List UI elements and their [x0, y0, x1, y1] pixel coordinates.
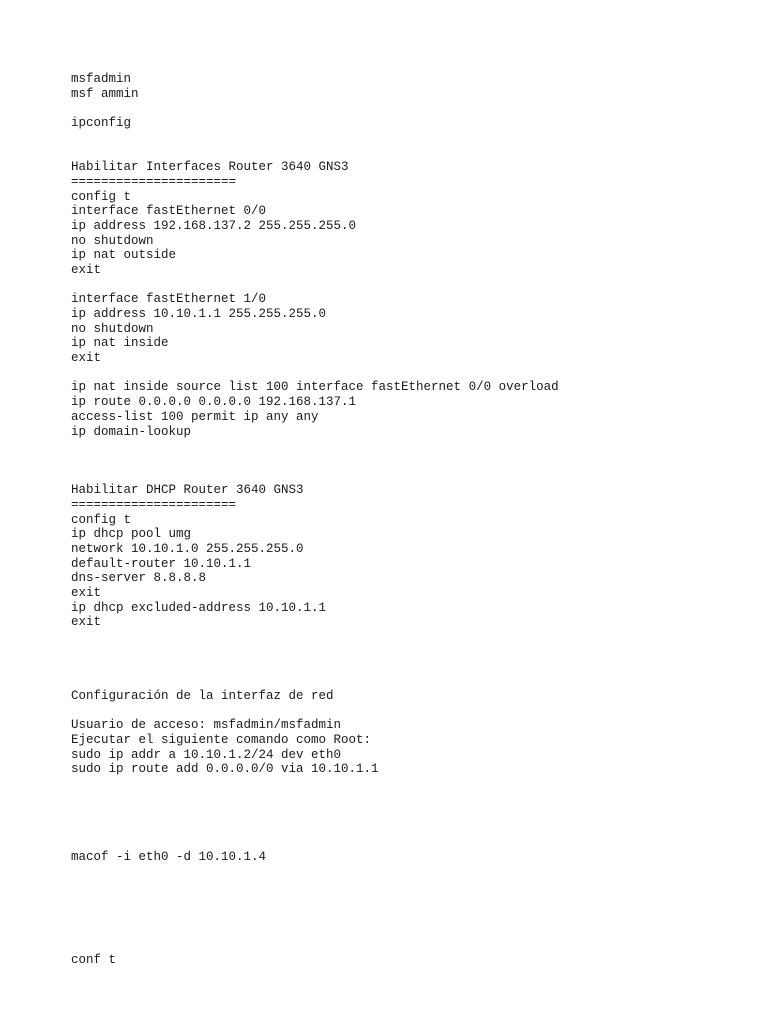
text-line: msfadmin — [71, 72, 132, 86]
blank-line — [71, 366, 751, 381]
text-line: Habilitar Interfaces Router 3640 GNS3 — [71, 160, 349, 175]
text-line: exit — [71, 351, 102, 366]
text-line: macof -i eth0 -d 10.10.1.4 — [71, 850, 267, 865]
text-line: interface fastEthernet 0/0 — [71, 204, 267, 219]
text-line: no shutdown — [71, 321, 154, 336]
text-line: ip nat inside source list 100 interface fastEthernet 0/0 overload — [71, 380, 559, 395]
blank-line — [71, 645, 751, 660]
text-line: exit — [71, 615, 102, 630]
blank-line — [71, 469, 751, 484]
blank-line — [71, 660, 751, 675]
blank-line — [71, 704, 751, 719]
blank-line — [71, 924, 751, 939]
text-line: no shutdown — [71, 233, 154, 248]
blank-line — [71, 792, 751, 807]
blank-line — [71, 145, 751, 160]
text-line: ip nat inside — [71, 336, 169, 351]
blank-line — [71, 821, 751, 836]
text-line: ====================== — [71, 174, 237, 189]
text-line: Usuario de acceso: msfadmin/msfadmin — [71, 718, 342, 733]
text-line: ip address 10.10.1.1 255.255.255.0 — [71, 307, 327, 321]
text-line: ====================== — [71, 497, 237, 512]
blank-line — [71, 777, 751, 792]
blank-line — [71, 806, 751, 821]
text-line: access-list 100 permit ip any any — [71, 409, 319, 424]
blank-line — [71, 101, 751, 116]
blank-line — [71, 674, 751, 689]
document-body — [71, 72, 751, 968]
text-line: exit — [71, 586, 102, 601]
text-line: sudo ip addr a 10.10.1.2/24 dev eth0 — [71, 747, 342, 762]
blank-line — [71, 880, 751, 895]
text-line: ip dhcp pool umg — [71, 527, 192, 542]
blank-line — [71, 278, 751, 293]
text-line: network 10.10.1.0 255.255.255.0 — [71, 542, 304, 556]
text-line: conf t — [71, 953, 117, 968]
blank-line — [71, 439, 751, 454]
text-line: msf ammin — [71, 86, 139, 101]
blank-line — [71, 454, 751, 469]
text-line: dns-server 8.8.8.8 — [71, 571, 207, 586]
text-line: exit — [71, 262, 102, 277]
blank-line — [71, 895, 751, 910]
text-line: Ejecutar el siguiente comando como Root: — [71, 732, 372, 747]
text-line: ip address 192.168.137.2 255.255.255.0 — [71, 218, 357, 233]
text-line: config t — [71, 189, 132, 204]
blank-line — [71, 909, 751, 924]
blank-line — [71, 131, 751, 146]
text-line: ip dhcp excluded-address 10.10.1.1 — [71, 600, 327, 615]
blank-line — [71, 630, 751, 645]
text-line: Habilitar DHCP Router 3640 GNS3 — [71, 483, 304, 498]
text-line: ip route 0.0.0.0 0.0.0.0 192.168.137.1 — [71, 395, 357, 410]
text-line: ip domain-lookup — [71, 424, 192, 439]
blank-line — [71, 865, 751, 880]
text-line: default-router 10.10.1.1 — [71, 556, 252, 571]
text-line: ipconfig — [71, 116, 132, 131]
text-line: sudo ip route add 0.0.0.0/0 via 10.10.1.1 — [71, 762, 379, 777]
text-line: Configuración de la interfaz de red — [71, 688, 334, 703]
text-line: interface fastEthernet 1/0 — [71, 292, 267, 307]
blank-line — [71, 939, 751, 954]
text-line: ip nat outside — [71, 248, 177, 263]
text-line: config t — [71, 512, 132, 527]
blank-line — [71, 836, 751, 851]
